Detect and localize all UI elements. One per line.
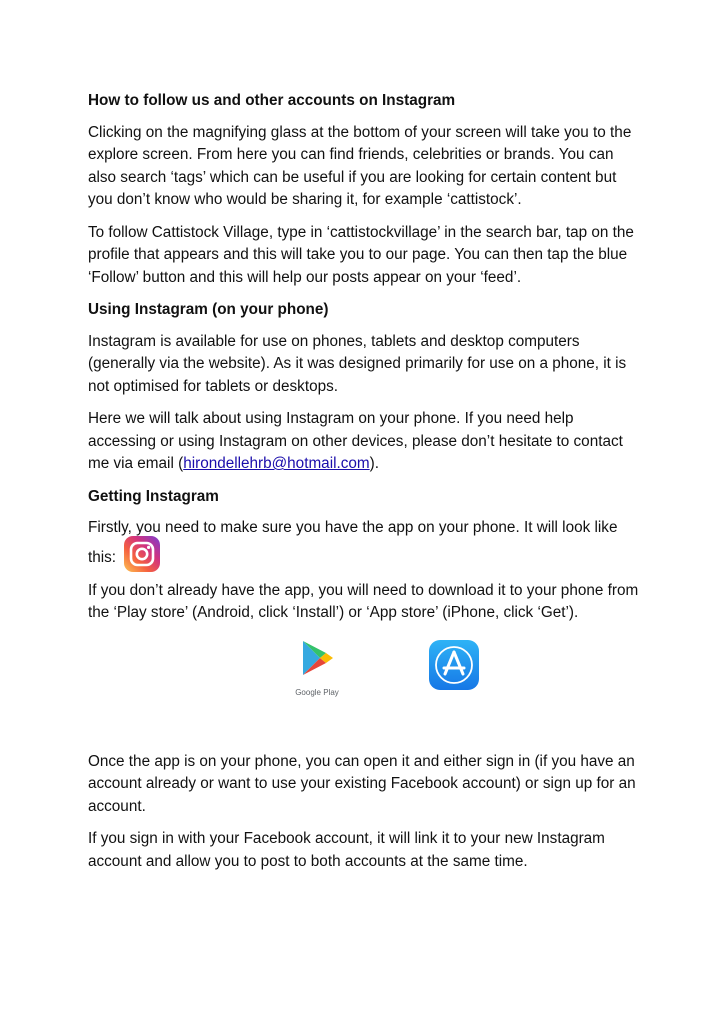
follow-heading: How to follow us and other accounts on Instagram xyxy=(88,92,456,109)
getting-paragraph-1-text: Firstly, you need to make sure you have the app on your phone. It will look like this: xyxy=(88,519,618,566)
email-link[interactable]: hirondellehrb@hotmail.com xyxy=(183,455,370,472)
using-paragraph-2-close: ). xyxy=(369,455,379,472)
getting-paragraph-3: Once the app is on your phone, you can open it and either sign in (if you have an account already or want to use your existing Facebook account) or sign up for an account. xyxy=(88,752,636,815)
using-heading: Using Instagram (on your phone) xyxy=(88,301,329,318)
using-paragraph-2 xyxy=(88,408,644,476)
follow-paragraph-2: To follow Cattistock Village, type in ‘cattistockvillage’ in the search bar, tap on the profile that appears and this will take you to our page. You can then tap the blue ‘Follow’ button and this will help our posts appear on your ‘feed’. xyxy=(88,223,634,286)
using-paragraph-1: Instagram is available for use on phones, tablets and desktop computers (generally via the website). As it was designed primarily for use on a phone, it is not optimised for tablets or desktops. xyxy=(88,332,627,395)
getting-paragraph-1 xyxy=(88,517,644,576)
google-play-badge[interactable] xyxy=(294,639,340,699)
google-play-icon xyxy=(299,666,335,683)
app-store-icon[interactable] xyxy=(428,639,480,691)
using-paragraph-2-text: Here we will talk about using Instagram on your phone. If you need help accessing or using Instagram on other devices, please don’t hesitate to contact me via email ( xyxy=(88,410,623,472)
store-icons xyxy=(88,639,644,731)
getting-paragraph-4: If you sign in with your Facebook account, it will link it to your new Instagram account and allow you to post to both accounts at the same time. xyxy=(88,830,605,870)
getting-paragraph-2: If you don’t already have the app, you will need to download it to your phone from the ‘Play store’ (Android, click ‘Install’) or ‘App store’ (iPhone, click ‘Get’). xyxy=(88,581,639,621)
getting-heading: Getting Instagram xyxy=(88,487,219,505)
document-page xyxy=(88,90,644,883)
instagram-app-icon xyxy=(124,536,160,572)
follow-paragraph-1: Clicking on the magnifying glass at the bottom of your screen will take you to the explore screen. From here you can find friends, celebrities or brands. You can also search ‘tags’ which can be useful if you are looking for certain content but you don’t know who would be sharing it, for example ‘cattistock’. xyxy=(88,123,632,208)
google-play-label: Google Play xyxy=(295,688,339,697)
